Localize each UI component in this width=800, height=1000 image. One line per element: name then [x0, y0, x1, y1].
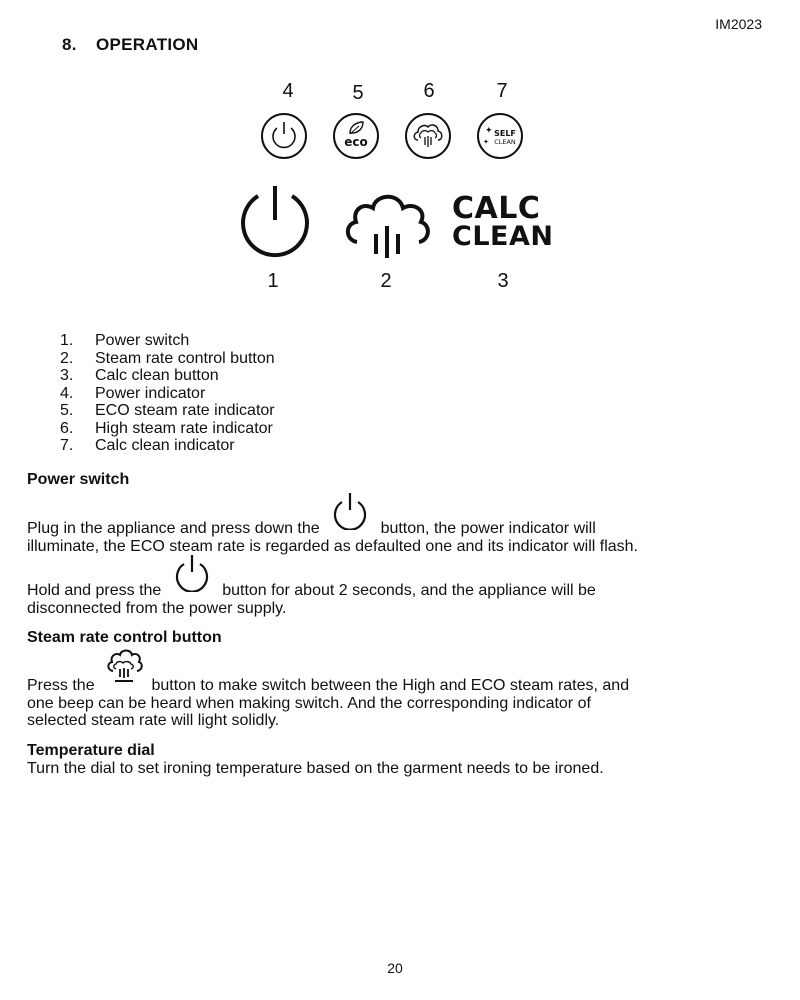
calc-text: CALC	[452, 191, 541, 226]
label-3: 3	[497, 270, 509, 292]
list-item: 2. Steam rate control button	[60, 349, 275, 367]
clean-text: CLEAN	[452, 221, 554, 252]
temperature-dial-heading: Temperature dial	[27, 742, 155, 759]
list-item: 5. ECO steam rate indicator	[60, 402, 275, 419]
power-indicator-icon	[259, 112, 309, 160]
high-steam-indicator-icon	[403, 112, 453, 160]
label-4: 4	[282, 80, 294, 102]
temperature-dial-paragraph: Turn the dial to set ironing temperature based on the garment needs to be ironed.	[27, 760, 604, 777]
page-number: 20	[387, 960, 403, 976]
list-item: 3. Calc clean button	[60, 367, 219, 384]
power-button-icon	[230, 180, 320, 260]
section-number: 8.	[62, 35, 77, 54]
steam-button-icon	[343, 182, 433, 262]
power-icon	[330, 490, 370, 530]
list-item: 6. High steam rate indicator	[60, 419, 273, 437]
calc-clean-button-label	[452, 191, 554, 252]
label-5: 5	[352, 82, 364, 104]
svg-text:✦: ✦	[485, 126, 493, 136]
list-item: 7. Calc clean indicator	[60, 437, 235, 454]
list-item: 1. Power switch	[60, 332, 190, 349]
label-7: 7	[496, 80, 508, 102]
self-clean-indicator-icon	[475, 112, 525, 160]
label-1: 1	[267, 270, 279, 292]
power-switch-paragraph-2: Hold and press the button for about 2 seconds, and the appliance will be disconnected from the power supply.	[27, 578, 787, 617]
power-switch-paragraph-1: Plug in the appliance and press down the button, the power indicator will illuminate, the ECO steam rate is regarded as defaulted one and its indicator will flash.	[27, 516, 787, 555]
self-label: SELF	[494, 129, 516, 138]
label-2: 2	[380, 270, 392, 292]
list-item: 4. Power indicator	[60, 384, 206, 402]
steam-rate-paragraph: Press the button to make switch between the High and ECO steam rates, and one beep can be heard when making switch. And the corresponding indicator of selected steam rate will light solidly.	[27, 673, 787, 730]
steam-rate-heading: Steam rate control button	[27, 629, 222, 646]
model-number: IM2023	[715, 16, 762, 32]
eco-label: eco	[344, 135, 368, 149]
clean-label-small: CLEAN	[494, 138, 516, 146]
steam-icon	[105, 647, 143, 687]
power-icon	[172, 552, 212, 592]
section-title	[62, 35, 199, 55]
section-title-text: OPERATION	[96, 35, 199, 54]
svg-text:✦: ✦	[483, 138, 489, 146]
power-switch-heading: Power switch	[27, 471, 130, 488]
legend-list	[60, 332, 275, 455]
label-6: 6	[423, 80, 435, 102]
eco-indicator-icon	[331, 112, 381, 160]
